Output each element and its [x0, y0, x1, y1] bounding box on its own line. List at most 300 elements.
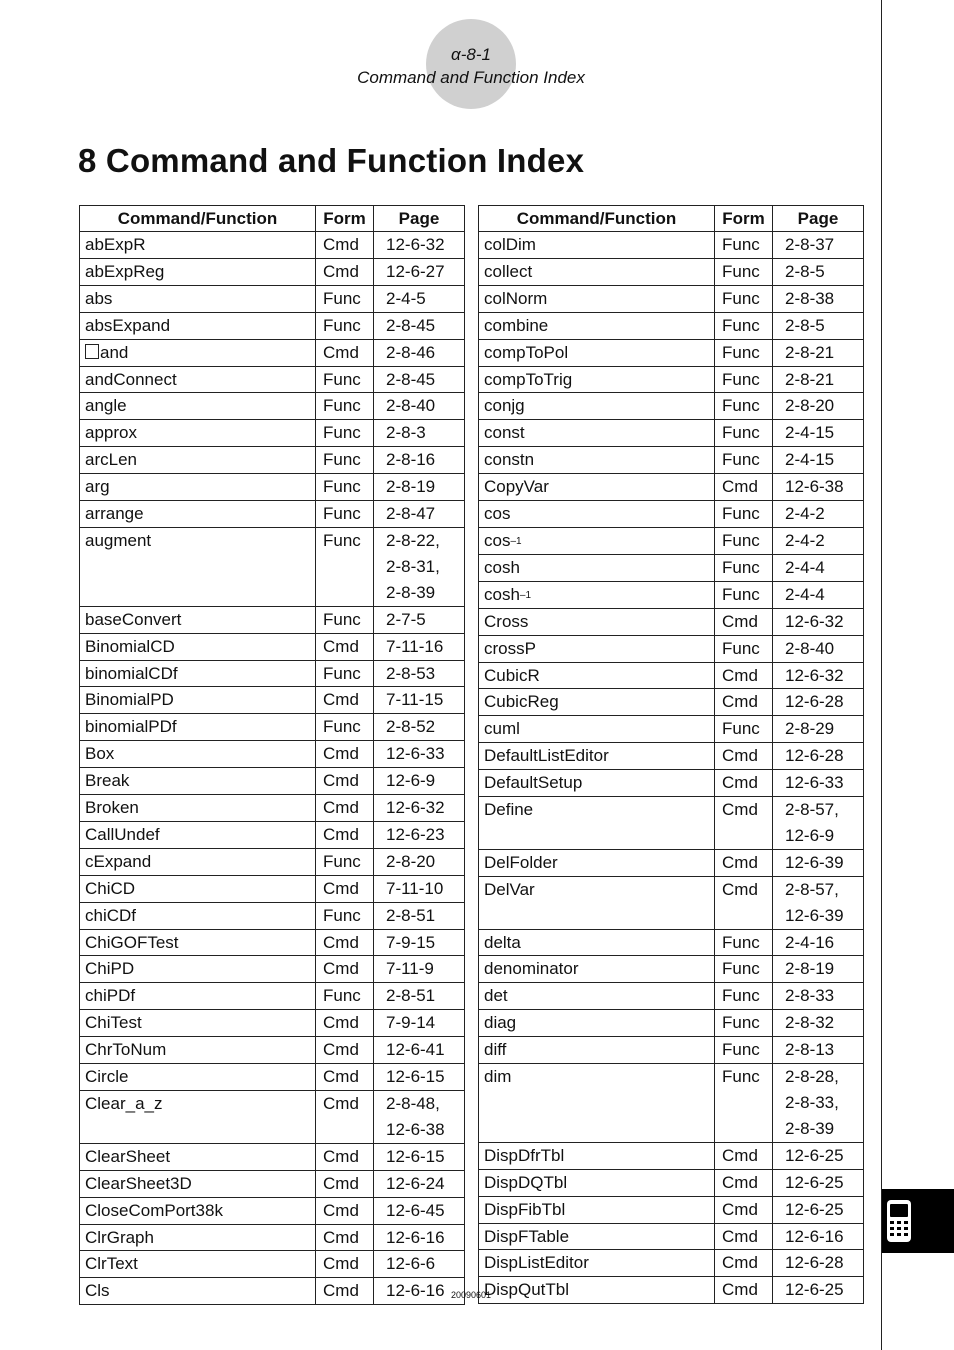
entry-name-text: ClrGraph	[85, 1227, 154, 1247]
entry-page: 12-6-24	[374, 1170, 465, 1197]
chapter-side-tab	[882, 1189, 954, 1253]
table-row	[80, 285, 465, 312]
table-row	[479, 581, 864, 608]
entry-form: Cmd	[715, 743, 773, 770]
entry-name-text: chiCDf	[85, 905, 137, 925]
index-table-right	[478, 205, 864, 1304]
entry-name-text: abs	[85, 288, 113, 308]
table-row	[80, 447, 465, 474]
entry-form: Func	[316, 366, 374, 393]
entry-form: Cmd	[715, 1196, 773, 1223]
entry-form: Cmd	[715, 1142, 773, 1169]
entry-page: 12-6-25	[773, 1277, 864, 1304]
table-row	[80, 527, 465, 606]
entry-name-text: DefaultListEditor	[484, 746, 609, 766]
entry-page: 2-8-51	[374, 983, 465, 1010]
entry-name-text: ClrText	[85, 1254, 138, 1274]
index-table-left	[79, 205, 465, 1305]
entry-form: Func	[316, 312, 374, 339]
entry-name-text: delta	[484, 932, 521, 952]
entry-name-text: ChiGOFTest	[85, 932, 179, 952]
table-row	[80, 474, 465, 501]
entry-name	[80, 1091, 316, 1144]
entry-page: 2-8-45	[374, 312, 465, 339]
entry-name	[80, 474, 316, 501]
entry-name-text: baseConvert	[85, 609, 182, 629]
entry-page: 2-4-2	[773, 527, 864, 554]
entry-page: 12-6-28	[773, 689, 864, 716]
entry-form: Func	[715, 258, 773, 285]
table-row	[80, 393, 465, 420]
entry-page: 2-4-4	[773, 581, 864, 608]
entry-name-text: Broken	[85, 798, 139, 818]
table-row	[80, 768, 465, 795]
entry-name-text: collect	[484, 261, 533, 281]
entry-name	[80, 1064, 316, 1091]
entry-name-text: ChiCD	[85, 878, 136, 898]
table-row	[80, 1224, 465, 1251]
entry-page: 12-6-32	[374, 232, 465, 259]
entry-page: 12-6-6	[374, 1251, 465, 1278]
entry-name-text: det	[484, 986, 508, 1006]
entry-name	[80, 312, 316, 339]
entry-form: Func	[715, 929, 773, 956]
entry-name	[479, 366, 715, 393]
entry-name	[479, 1142, 715, 1169]
table-row	[80, 1170, 465, 1197]
entry-name-text: andConnect	[85, 369, 177, 389]
table-row	[479, 554, 864, 581]
entry-form: Func	[316, 983, 374, 1010]
entry-page: 7-11-16	[374, 633, 465, 660]
entry-name-text: DelFolder	[484, 852, 558, 872]
page-edge-rule	[881, 0, 882, 1350]
entry-name-text: crossP	[484, 638, 536, 658]
entry-form: Cmd	[316, 1278, 374, 1305]
table-row	[479, 716, 864, 743]
entry-name-text: augment	[85, 530, 152, 550]
table-row	[479, 1196, 864, 1223]
table-row	[80, 1064, 465, 1091]
entry-form: Func	[715, 447, 773, 474]
entry-form: Func	[715, 635, 773, 662]
entry-page-ref: 12-6-38	[386, 1119, 445, 1139]
index-table-right-body	[479, 232, 864, 1304]
entry-name-text: Cross	[484, 611, 529, 631]
entry-form: Cmd	[715, 608, 773, 635]
table-row	[80, 714, 465, 741]
table-row	[479, 797, 864, 850]
entry-name-text: arrange	[85, 504, 144, 524]
entry-form: Cmd	[715, 1277, 773, 1304]
table-row	[479, 983, 864, 1010]
entry-name-text: CubicR	[484, 665, 540, 685]
entry-form: Func	[715, 554, 773, 581]
column-header-name: Command/Function	[80, 206, 316, 232]
entry-form: Func	[715, 956, 773, 983]
table-row	[80, 312, 465, 339]
entry-name	[479, 770, 715, 797]
entry-page: 2-8-5	[773, 258, 864, 285]
entry-name-text: BinomialPD	[85, 690, 174, 710]
entry-form: Func	[316, 714, 374, 741]
entry-form: Func	[715, 716, 773, 743]
calculator-icon	[886, 1199, 912, 1243]
entry-form: Cmd	[316, 1010, 374, 1037]
entry-page: 2-8-53	[374, 660, 465, 687]
entry-name	[80, 848, 316, 875]
entry-name	[479, 581, 715, 608]
entry-page: 2-8-40	[374, 393, 465, 420]
entry-name-text: cos	[484, 530, 511, 550]
entry-name-text: compToPol	[484, 342, 569, 362]
entry-form: Cmd	[715, 1250, 773, 1277]
entry-page: 12-6-16	[374, 1224, 465, 1251]
table-row	[479, 420, 864, 447]
table-row	[479, 743, 864, 770]
entry-form: Cmd	[316, 633, 374, 660]
entry-name-text: combine	[484, 315, 549, 335]
entry-form: Func	[316, 527, 374, 606]
table-row	[80, 1010, 465, 1037]
entry-name	[479, 1169, 715, 1196]
table-row	[479, 1250, 864, 1277]
table-row	[479, 258, 864, 285]
entry-name-text: cosh	[484, 584, 520, 604]
entry-name	[479, 876, 715, 929]
entry-page: 2-8-51	[374, 902, 465, 929]
entry-name	[479, 232, 715, 259]
entry-name-text: diag	[484, 1013, 517, 1033]
entry-page: 7-9-15	[374, 929, 465, 956]
entry-page: 12-6-28	[773, 743, 864, 770]
table-row	[479, 339, 864, 366]
entry-name-text: CloseComPort38k	[85, 1200, 223, 1220]
entry-page	[773, 797, 864, 850]
table-row	[479, 876, 864, 929]
entry-name-text: DispQutTbl	[484, 1280, 570, 1300]
entry-name-text: abExpR	[85, 235, 146, 254]
entry-name-text: Clear_a_z	[85, 1094, 163, 1113]
entry-form: Cmd	[715, 849, 773, 876]
entry-form: Cmd	[715, 662, 773, 689]
entry-page: 2-8-20	[773, 393, 864, 420]
entry-name-text: absExpand	[85, 315, 171, 335]
entry-name	[80, 902, 316, 929]
table-row	[479, 1010, 864, 1037]
entry-page: 2-7-5	[374, 606, 465, 633]
entry-page: 12-6-33	[773, 770, 864, 797]
entry-form: Func	[715, 285, 773, 312]
column-header-page: Page	[374, 206, 465, 232]
table-row	[479, 527, 864, 554]
entry-page: 2-4-15	[773, 420, 864, 447]
entry-page: 2-8-3	[374, 420, 465, 447]
table-row	[479, 366, 864, 393]
entry-page: 2-4-5	[374, 285, 465, 312]
entry-form: Cmd	[316, 1064, 374, 1091]
entry-page: 12-6-16	[773, 1223, 864, 1250]
entry-page: 12-6-25	[773, 1196, 864, 1223]
entry-page: 2-8-40	[773, 635, 864, 662]
entry-name-text: denominator	[484, 959, 579, 979]
table-row	[80, 795, 465, 822]
entry-page: 7-9-14	[374, 1010, 465, 1037]
entry-name	[80, 956, 316, 983]
entry-name-text: CubicReg	[484, 692, 559, 712]
entry-name	[479, 983, 715, 1010]
entry-form: Func	[316, 393, 374, 420]
entry-name	[80, 1224, 316, 1251]
entry-name-text: DispFTable	[484, 1226, 570, 1246]
entry-page: 12-6-28	[773, 1250, 864, 1277]
table-row	[479, 393, 864, 420]
entry-name	[80, 633, 316, 660]
entry-name	[479, 1037, 715, 1064]
entry-name	[80, 714, 316, 741]
entry-name-text: ClearSheet3D	[85, 1173, 192, 1193]
entry-page: 12-6-38	[773, 474, 864, 501]
entry-name-text: arcLen	[85, 450, 137, 470]
entry-page: 2-8-20	[374, 848, 465, 875]
table-row	[479, 608, 864, 635]
entry-name	[479, 689, 715, 716]
table-row	[80, 902, 465, 929]
entry-name-text: Cls	[85, 1281, 110, 1301]
table-row	[479, 956, 864, 983]
entry-page: 12-6-41	[374, 1037, 465, 1064]
entry-name	[80, 929, 316, 956]
entry-page: 2-8-21	[773, 339, 864, 366]
entry-form: Cmd	[715, 770, 773, 797]
entry-name	[80, 447, 316, 474]
entry-form: Func	[715, 501, 773, 528]
entry-name	[479, 849, 715, 876]
table-header-row	[80, 206, 465, 232]
entry-page-ref: 12-6-9	[785, 825, 835, 845]
entry-name	[479, 1250, 715, 1277]
table-row	[80, 956, 465, 983]
entry-page: 12-6-32	[773, 662, 864, 689]
entry-page: 12-6-9	[374, 768, 465, 795]
entry-form: Cmd	[316, 339, 374, 366]
entry-name	[80, 606, 316, 633]
entry-page-ref: 12-6-39	[785, 905, 844, 925]
entry-name	[479, 1223, 715, 1250]
entry-name-text: constn	[484, 450, 535, 470]
entry-form: Func	[316, 420, 374, 447]
table-row	[479, 501, 864, 528]
entry-name	[80, 875, 316, 902]
entry-name-text: binomialPDf	[85, 717, 177, 737]
entry-name	[80, 1010, 316, 1037]
entry-form: Cmd	[316, 795, 374, 822]
entry-page: 2-8-13	[773, 1037, 864, 1064]
entry-form: Func	[715, 339, 773, 366]
entry-page: 12-6-45	[374, 1197, 465, 1224]
table-row	[80, 420, 465, 447]
entry-name	[80, 366, 316, 393]
entry-name	[479, 956, 715, 983]
entry-form: Func	[715, 1064, 773, 1143]
table-row	[479, 689, 864, 716]
entry-name-text: binomialCDf	[85, 663, 178, 683]
entry-page: 12-6-33	[374, 741, 465, 768]
entry-name-text: CopyVar	[484, 477, 549, 497]
entry-page-ref: 2-8-33,	[785, 1093, 839, 1112]
entry-name	[80, 339, 316, 366]
entry-name-text: DefaultSetup	[484, 773, 583, 793]
entry-name	[80, 768, 316, 795]
entry-name	[479, 501, 715, 528]
entry-form: Cmd	[316, 1037, 374, 1064]
table-row	[80, 1251, 465, 1278]
header-subtitle: Command and Function Index	[357, 68, 585, 87]
table-row	[80, 983, 465, 1010]
table-row	[80, 501, 465, 528]
table-row	[80, 232, 465, 259]
entry-name-text: angle	[85, 396, 127, 416]
entry-name	[80, 1170, 316, 1197]
entry-name-text: Box	[85, 744, 115, 764]
entry-page-ref: 2-8-57,	[785, 800, 839, 820]
entry-page: 2-4-2	[773, 501, 864, 528]
entry-name	[80, 1037, 316, 1064]
footer-code: 20090601	[450, 1290, 492, 1300]
inverse-superscript: –1	[519, 589, 532, 601]
entry-form: Cmd	[715, 876, 773, 929]
entry-page: 12-6-39	[773, 849, 864, 876]
entry-form: Func	[715, 312, 773, 339]
table-row	[479, 662, 864, 689]
entry-name-text: DispDfrTbl	[484, 1145, 565, 1165]
entry-page-ref: 2-8-57,	[785, 879, 839, 899]
entry-name	[80, 1197, 316, 1224]
entry-name	[80, 527, 316, 606]
entry-name	[479, 716, 715, 743]
entry-form: Func	[715, 366, 773, 393]
entry-name	[479, 608, 715, 635]
entry-name	[80, 687, 316, 714]
table-row	[80, 687, 465, 714]
table-row	[80, 929, 465, 956]
table-row	[80, 875, 465, 902]
entry-form: Cmd	[715, 474, 773, 501]
entry-name-text: chiPDf	[85, 986, 136, 1006]
entry-form: Func	[715, 527, 773, 554]
entry-name	[479, 635, 715, 662]
table-row	[479, 474, 864, 501]
entry-form: Cmd	[715, 797, 773, 850]
entry-form: Func	[316, 474, 374, 501]
entry-name-text: Break	[85, 771, 130, 791]
entry-page	[773, 876, 864, 929]
entry-form: Func	[316, 660, 374, 687]
table-row	[80, 1143, 465, 1170]
entry-name-text: cos	[484, 504, 511, 524]
entry-page: 7-11-10	[374, 875, 465, 902]
entry-page: 7-11-9	[374, 956, 465, 983]
table-row	[479, 1223, 864, 1250]
entry-name-text: colNorm	[484, 288, 548, 308]
entry-name	[479, 1196, 715, 1223]
entry-form: Cmd	[316, 1224, 374, 1251]
entry-name-text: BinomialCD	[85, 636, 175, 656]
entry-page: 2-8-19	[374, 474, 465, 501]
entry-name	[479, 797, 715, 850]
table-row	[479, 1169, 864, 1196]
entry-form: Func	[715, 983, 773, 1010]
entry-page: 12-6-16	[374, 1278, 465, 1305]
entry-page: 2-8-19	[773, 956, 864, 983]
entry-page: 12-6-32	[773, 608, 864, 635]
entry-form: Cmd	[316, 875, 374, 902]
column-header-name: Command/Function	[479, 206, 715, 232]
table-row	[80, 848, 465, 875]
entry-form: Cmd	[316, 1197, 374, 1224]
entry-name-text: DelVar	[484, 879, 535, 899]
index-table-left-body	[80, 232, 465, 1305]
column-header-form: Form	[316, 206, 374, 232]
table-row	[479, 447, 864, 474]
entry-page	[374, 527, 465, 606]
entry-name	[479, 929, 715, 956]
entry-form: Cmd	[715, 1223, 773, 1250]
entry-page: 2-8-52	[374, 714, 465, 741]
entry-page: 2-8-33	[773, 983, 864, 1010]
entry-page-ref: 2-8-39	[386, 582, 436, 602]
entry-name	[479, 420, 715, 447]
entry-page: 12-6-15	[374, 1143, 465, 1170]
entry-name	[80, 393, 316, 420]
entry-form: Func	[316, 606, 374, 633]
entry-page: 2-8-45	[374, 366, 465, 393]
entry-form: Cmd	[316, 768, 374, 795]
column-header-page: Page	[773, 206, 864, 232]
entry-name	[80, 983, 316, 1010]
table-row	[80, 258, 465, 285]
entry-name-text: diff	[484, 1040, 507, 1060]
entry-page: 2-8-5	[773, 312, 864, 339]
entry-form: Cmd	[316, 821, 374, 848]
entry-name	[479, 743, 715, 770]
entry-form: Func	[316, 501, 374, 528]
entry-name-text: and	[100, 342, 129, 362]
column-header-form: Form	[715, 206, 773, 232]
placeholder-box-icon	[85, 344, 99, 359]
entry-name-text: ChiPD	[85, 959, 135, 979]
entry-form: Cmd	[316, 929, 374, 956]
entry-name	[479, 474, 715, 501]
table-row	[479, 312, 864, 339]
entry-page: 7-11-15	[374, 687, 465, 714]
entry-name-text: DispDQTbl	[484, 1172, 568, 1192]
entry-page: 2-8-29	[773, 716, 864, 743]
entry-name-text: CallUndef	[85, 824, 160, 844]
entry-name-text: abExpReg	[85, 261, 165, 281]
entry-name	[479, 527, 715, 554]
entry-form: Cmd	[316, 232, 374, 259]
table-row	[479, 635, 864, 662]
entry-page: 2-8-47	[374, 501, 465, 528]
table-row	[80, 339, 465, 366]
entry-page: 2-8-32	[773, 1010, 864, 1037]
entry-form: Cmd	[316, 741, 374, 768]
entry-form: Func	[715, 581, 773, 608]
entry-name	[479, 662, 715, 689]
entry-form: Cmd	[316, 1143, 374, 1170]
entry-page: 12-6-15	[374, 1064, 465, 1091]
